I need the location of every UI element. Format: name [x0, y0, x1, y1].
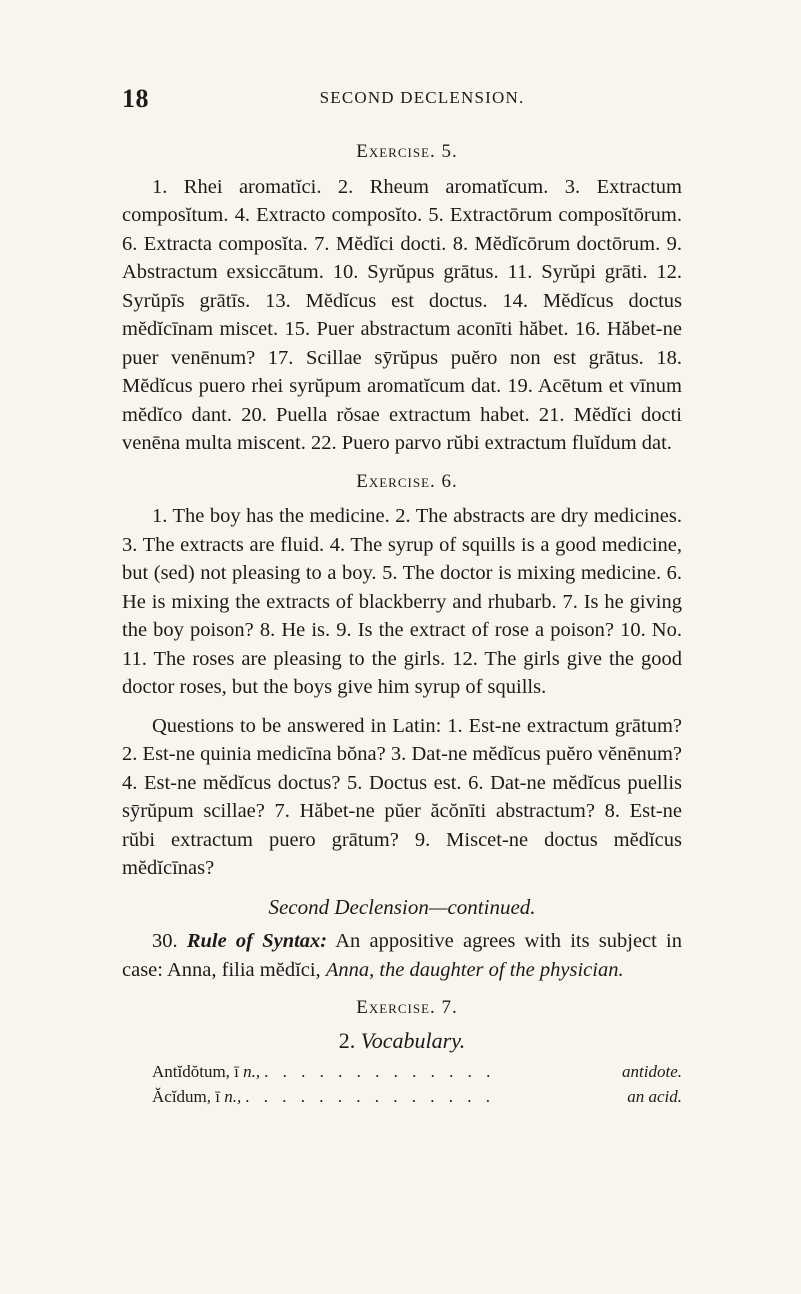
- vocab-latin: [152, 1059, 260, 1084]
- vocabulary-heading: [122, 1027, 682, 1056]
- exercise-7-title: Exercise. 7.: [356, 997, 458, 1018]
- section-heading: Second Declension—continued.: [268, 894, 536, 919]
- page-header: [122, 84, 682, 113]
- vocabulary-title: Vocabulary.: [360, 1027, 466, 1053]
- rule-number: 30.: [152, 930, 178, 952]
- exercise-6-questions: Questions to be answered in Latin: 1. Est-ne extractum grātum? 2. Est-ne quinia medicīna bŏna? 3. Dat-ne mĕdĭcus puĕro vĕnēnum? 4. Est-ne mĕdĭcus doctus? 5. Doctus est. 6. Dat-ne mĕdĭcus puellis sȳrŭpum scillae? 7. Hăbet-ne pŭer ăcŏnīti abstractum? 8. Est-ne rŭbi extractum puero grātum? 9. Miscet-ne doctus mĕdĭcus mĕdĭcīnas?: [122, 714, 682, 879]
- leader-dots: . . . . . . . . . . . . . .: [245, 1087, 495, 1106]
- running-head: SECOND DECLENSION.: [319, 88, 525, 107]
- vocab-latin: [152, 1084, 241, 1109]
- vocab-word: Antĭdŏtum, ī: [152, 1062, 239, 1081]
- vocab-gender: n.,: [224, 1087, 242, 1106]
- page-body: [122, 138, 682, 1109]
- exercise-6-text: 1. The boy has the medicine. 2. The abstracts are dry medicines. 3. The extracts are fluid. 4. The syrup of squills is a good medicine, but (sed) not pleasing to a boy. 5. The doctor is mixing medicine. 6. He is mixing the extracts of blackberry and rhubarb. 7. Is he giving the boy poison? 8. He is. 9. Is the extract of rose a poison? 10. No. 11. The roses are pleasing to the girls. 12. The girls give the good doctor roses, but the boys give him syrup of squills.: [122, 505, 682, 698]
- vocab-word: Ăcĭdum, ī: [152, 1087, 220, 1106]
- exercise-5-title: Exercise. 5.: [356, 141, 458, 162]
- vocab-entry: [122, 1084, 682, 1109]
- rule-example-english: Anna, the daughter of the physician.: [325, 958, 624, 981]
- vocab-english: an acid.: [627, 1087, 682, 1106]
- vocab-english: antidote.: [622, 1062, 682, 1081]
- page-number: 18: [122, 84, 149, 113]
- syntax-rule: [122, 927, 682, 984]
- rule-example-latin: Anna, filia mĕdĭci,: [166, 958, 321, 981]
- rule-text: An appositive agrees with its subject in case:: [122, 930, 683, 981]
- vocab-gender: n.,: [243, 1062, 261, 1081]
- vocab-entry: [122, 1059, 682, 1084]
- rule-label: Rule of Syntax:: [186, 930, 328, 952]
- exercise-5-text: 1. Rhei aromatĭci. 2. Rheum aromatĭcum. 3. Extractum composĭtum. 4. Extracto composĭto. 5. Extractōrum composĭtōrum. 6. Extracta composĭta. 7. Mĕdĭci docti. 8. Mĕdĭcōrum doctōrum. 9. Abstractum exsiccātum. 10. Syrŭpus grātus. 11. Syrŭpi grāti. 12. Syrŭpīs grātīs. 13. Mĕdĭcus est doctus. 14. Mĕdĭcus doctus mĕdĭcīnam miscet. 15. Puer abstractum aconīti hăbet. 16. Hăbet-ne puer venēnum? 17. Scillae sȳrŭpus puĕro non est grātus. 18. Mĕdĭcus puero rhei syrŭpum aromatĭcum dat. 19. Acētum et vīnum mĕdĭco dant. 20. Puella rŏsae extractum habet. 21. Mĕdĭci docti venēna multa miscent. 22. Puero parvo rŭbi extractum fluĭdum dat.: [122, 175, 682, 454]
- leader-dots: . . . . . . . . . . . . .: [264, 1062, 496, 1081]
- exercise-6-title: Exercise. 6.: [356, 470, 458, 492]
- vocabulary-number: 2.: [338, 1027, 356, 1053]
